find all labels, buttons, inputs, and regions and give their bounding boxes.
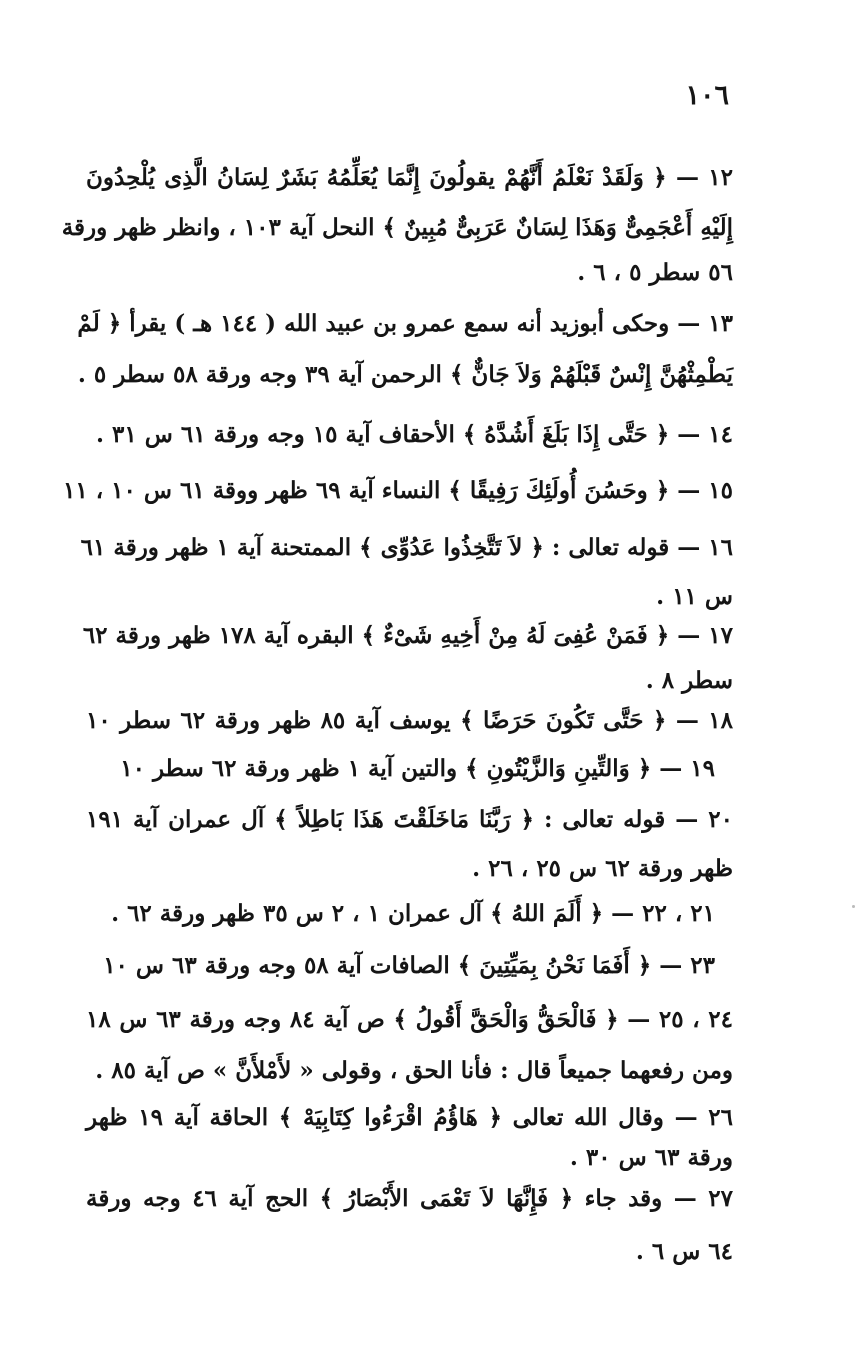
text-line: ٢٦ — وقال الله تعالى ﴿ هَاؤُمُ اقْرَءُوا كِتَابِيَهْ ﴾ الحاقة آية ١٩ ظهر bbox=[86, 1104, 734, 1131]
text-line: ١٣ — وحكى أبوزيد أنه سمع عمرو بن عبيد الله ( ١٤٤ هـ ) يقرأ ﴿ لَمْ bbox=[77, 310, 733, 337]
text-line: ورقة ٦٣ س ٣٠ . bbox=[569, 1144, 733, 1171]
text-line: ٦٤ س ٦ . bbox=[635, 1238, 733, 1265]
text-line: يَطْمِثْهُنَّ إِنْسٌ قَبْلَهُمْ وَلاَ جَانٌّ ﴾ الرحمن آية ٣٩ وجه ورقة ٥٨ سطر ٥ . bbox=[77, 361, 733, 388]
text-line: ظهر ورقة ٦٢ س ٢٥ ، ٢٦ . bbox=[472, 855, 733, 882]
paper-speck bbox=[852, 905, 855, 908]
text-line: ١٦ — قوله تعالى : ﴿ لاَ تَتَّخِذُوا عَدُوِّى ﴾ الممتحنة آية ١ ظهر ورقة ٦١ bbox=[80, 534, 733, 561]
text-line: ١٧ — ﴿ فَمَنْ عُفِىَ لَهُ مِنْ أَخِيهِ شَىْءٌ ﴾ البقره آية ١٧٨ ظهر ورقة ٦٢ bbox=[82, 622, 733, 649]
text-line: س ١١ . bbox=[656, 583, 733, 610]
text-line: ١٢ — ﴿ وَلَقَدْ نَعْلَمُ أَنَّهُمْ يقولُونَ إِنَّمَا يُعَلِّمُهُ بَشَرٌ لِسَانُ الَّذِى يُلْحِدُونَ bbox=[86, 164, 733, 191]
page-number: ١٠٦ bbox=[685, 80, 729, 111]
text-line: ١٥ — ﴿ وحَسُنَ أُولَئِكَ رَفِيقًا ﴾ النساء آية ٦٩ ظهر ووقة ٦١ س ١٠ ، ١١ bbox=[63, 477, 733, 504]
text-line: ١٨ — ﴿ حَتَّى تَكُونَ حَرَضًا ﴾ يوسف آية ٨٥ ظهر ورقة ٦٢ سطر ١٠ bbox=[86, 707, 733, 734]
text-line: ١٩ — ﴿ وَالتِّينِ وَالزَّيْتُونِ ﴾ والتين آية ١ ظهر ورقة ٦٢ سطر ١٠ bbox=[120, 755, 715, 782]
text-line: إِلَيْهِ أَعْجَمِىٌّ وَهَذَا لِسَانٌ عَرَبِىٌّ مُبِينٌ ﴾ النحل آية ١٠٣ ، وانظر ظهر ورقة bbox=[61, 214, 733, 241]
text-line: ٢٠ — قوله تعالى : ﴿ رَبَّنَا مَاخَلَقْتَ هَذَا بَاطِلاً ﴾ آل عمران آية ١٩١ bbox=[86, 806, 733, 833]
text-line: ٢٤ ، ٢٥ — ﴿ فَالْحَقُّ وَالْحَقَّ أَقُولُ ﴾ ص آية ٨٤ وجه ورقة ٦٣ س ١٨ bbox=[86, 1006, 733, 1033]
text-line: ٢٣ — ﴿ أَفَمَا نَحْنُ بِمَيِّتِينَ ﴾ الصافات آية ٥٨ وجه ورقة ٦٣ س ١٠ bbox=[103, 952, 715, 979]
text-line: ٢١ ، ٢٢ — ﴿ أَلَمَ اللهُ ﴾ آل عمران ١ ، ٢ س ٣٥ ظهر ورقة ٦٢ . bbox=[111, 900, 715, 927]
text-line: ١٤ — ﴿ حَتَّى إِذَا بَلَغَ أَشُدَّهُ ﴾ الأحقاف آية ١٥ وجه ورقة ٦١ س ٣١ . bbox=[96, 421, 733, 448]
text-line: ٢٧ — وقد جاء ﴿ فَإِنَّهَا لاَ تَعْمَى الأَبْصَارُ ﴾ الحج آية ٤٦ وجه ورقة bbox=[86, 1185, 733, 1212]
text-line: سطر ٨ . bbox=[645, 667, 733, 694]
text-line: ومن رفعهما جميعاً قال : فأنا الحق ، وقولى « لأَمْلأَنَّ » ص آية ٨٥ . bbox=[95, 1057, 733, 1084]
text-line: ٥٦ سطر ٥ ، ٦ . bbox=[577, 259, 733, 286]
